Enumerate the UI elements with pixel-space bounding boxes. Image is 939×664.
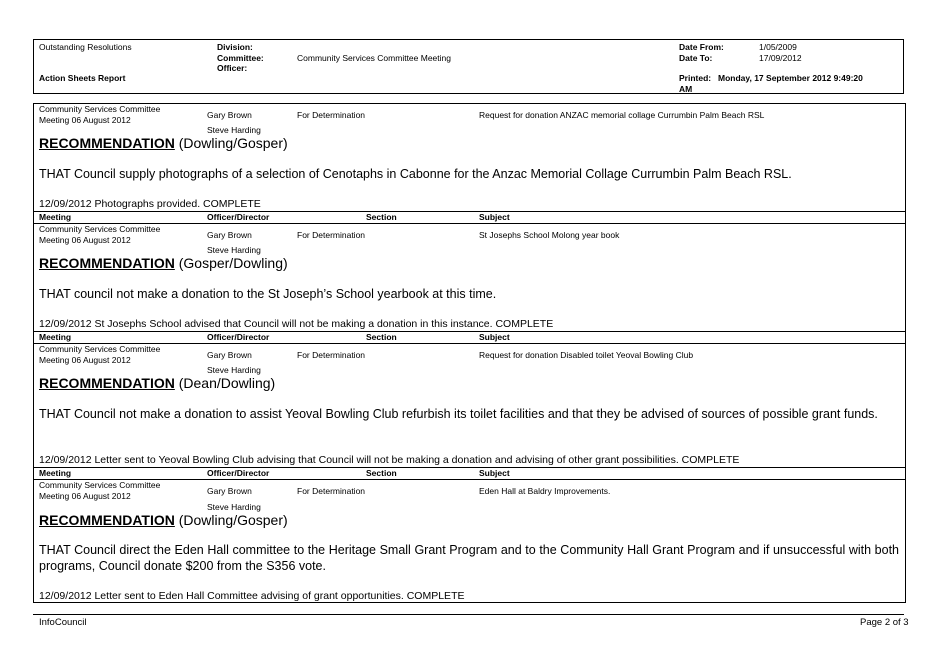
meeting-date: Meeting 06 August 2012 bbox=[39, 355, 131, 365]
status-note: 12/09/2012 Letter sent to Yeoval Bowling Club advising that Council will not be making a donation and advising of other grant possibilities. COMPLETE bbox=[39, 454, 740, 466]
printed-value-cont: AM bbox=[679, 84, 693, 94]
date-to-label: Date To: bbox=[679, 53, 713, 63]
officer-name: Gary Brown bbox=[207, 110, 252, 120]
recommendation-label: RECOMMENDATION bbox=[39, 375, 175, 391]
recommendation-movers: (Dowling/Gosper) bbox=[174, 512, 288, 528]
printed-value: Monday, 17 September 2012 9:49:20 bbox=[718, 73, 863, 83]
divider bbox=[34, 343, 905, 344]
section-value: For Determination bbox=[297, 486, 366, 496]
director-name: Steve Harding bbox=[207, 502, 261, 512]
officer-name: Gary Brown bbox=[207, 230, 252, 240]
column-header-section: Section bbox=[366, 212, 397, 222]
meeting-date: Meeting 06 August 2012 bbox=[39, 235, 131, 245]
recommendation-label: RECOMMENDATION bbox=[39, 135, 175, 151]
divider bbox=[34, 211, 905, 212]
date-to-value: 17/09/2012 bbox=[759, 53, 802, 63]
column-header-meeting: Meeting bbox=[39, 212, 72, 222]
column-header-officer: Officer/Director bbox=[207, 212, 270, 222]
recommendation-movers: (Dowling/Gosper) bbox=[174, 135, 288, 151]
report-name: Action Sheets Report bbox=[39, 73, 126, 83]
recommendation-heading bbox=[39, 512, 288, 528]
column-header-meeting: Meeting bbox=[39, 332, 72, 342]
subject-value: Eden Hall at Baldry Improvements. bbox=[479, 486, 611, 496]
subject-value: Request for donation ANZAC memorial collage Currumbin Palm Beach RSL bbox=[479, 110, 765, 120]
divider bbox=[34, 223, 905, 224]
director-name: Steve Harding bbox=[207, 245, 261, 255]
meeting-date: Meeting 06 August 2012 bbox=[39, 491, 131, 501]
date-from-value: 1/05/2009 bbox=[759, 42, 797, 52]
officer-name: Gary Brown bbox=[207, 486, 252, 496]
recommendation-label: RECOMMENDATION bbox=[39, 512, 175, 528]
subject-value: Request for donation Disabled toilet Yeoval Bowling Club bbox=[479, 350, 694, 360]
divider bbox=[34, 331, 905, 332]
resolution-text: THAT council not make a donation to the St Joseph’s School yearbook at this time. bbox=[39, 287, 497, 301]
column-header-officer: Officer/Director bbox=[207, 332, 270, 342]
status-note: 12/09/2012 St Josephs School advised that Council will not be making a donation in this instance. COMPLETE bbox=[39, 318, 554, 330]
resolution-text: THAT Council supply photographs of a selection of Cenotaphs in Cabonne for the Anzac Memorial Collage Currumbin Palm Beach RSL. bbox=[39, 167, 792, 181]
column-header-section: Section bbox=[366, 332, 397, 342]
divider bbox=[34, 479, 905, 480]
column-header-subject: Subject bbox=[479, 468, 510, 478]
status-note: 12/09/2012 Photographs provided. COMPLETE bbox=[39, 198, 261, 210]
column-header-subject: Subject bbox=[479, 332, 510, 342]
recommendation-movers: (Gosper/Dowling) bbox=[174, 255, 288, 271]
recommendation-heading bbox=[39, 375, 275, 391]
section-value: For Determination bbox=[297, 110, 366, 120]
director-name: Steve Harding bbox=[207, 125, 261, 135]
committee-value: Community Services Committee Meeting bbox=[297, 53, 451, 63]
column-header-subject: Subject bbox=[479, 212, 510, 222]
footer-app-name: InfoCouncil bbox=[39, 617, 87, 628]
status-note: 12/09/2012 Letter sent to Eden Hall Committee advising of grant opportunities. COMPLETE bbox=[39, 590, 465, 602]
subject-value: St Josephs School Molong year book bbox=[479, 230, 620, 240]
meeting-name: Community Services Committee bbox=[39, 344, 161, 354]
column-header-section: Section bbox=[366, 468, 397, 478]
recommendation-heading bbox=[39, 135, 288, 151]
officer-name: Gary Brown bbox=[207, 350, 252, 360]
meeting-date: Meeting 06 August 2012 bbox=[39, 115, 131, 125]
recommendation-label: RECOMMENDATION bbox=[39, 255, 175, 271]
report-type: Outstanding Resolutions bbox=[39, 42, 132, 52]
column-header-officer: Officer/Director bbox=[207, 468, 270, 478]
recommendation-movers: (Dean/Dowling) bbox=[174, 375, 276, 391]
meeting-name: Community Services Committee bbox=[39, 104, 161, 114]
officer-label: Officer: bbox=[217, 63, 248, 73]
division-label: Division: bbox=[217, 42, 253, 52]
meeting-name: Community Services Committee bbox=[39, 224, 161, 234]
page-number: Page 2 of 3 bbox=[860, 617, 909, 628]
section-value: For Determination bbox=[297, 230, 366, 240]
resolution-text: THAT Council not make a donation to assist Yeoval Bowling Club refurbish its toilet facilities and that they be advised of sources of possible grant funds. bbox=[39, 407, 878, 421]
resolution-text: THAT Council direct the Eden Hall committee to the Heritage Small Grant Program and to the Community Hall Grant Program and if unsuccessful with both programs, Council donate $200 from the S356 vote. bbox=[39, 543, 899, 573]
recommendation-heading bbox=[39, 255, 288, 271]
column-header-meeting: Meeting bbox=[39, 468, 72, 478]
divider bbox=[34, 467, 905, 468]
date-from-label: Date From: bbox=[679, 42, 724, 52]
printed-label: Printed: bbox=[679, 73, 712, 83]
meeting-name: Community Services Committee bbox=[39, 480, 161, 490]
footer-divider bbox=[33, 614, 904, 615]
section-value: For Determination bbox=[297, 350, 366, 360]
committee-label: Committee: bbox=[217, 53, 264, 63]
director-name: Steve Harding bbox=[207, 365, 261, 375]
